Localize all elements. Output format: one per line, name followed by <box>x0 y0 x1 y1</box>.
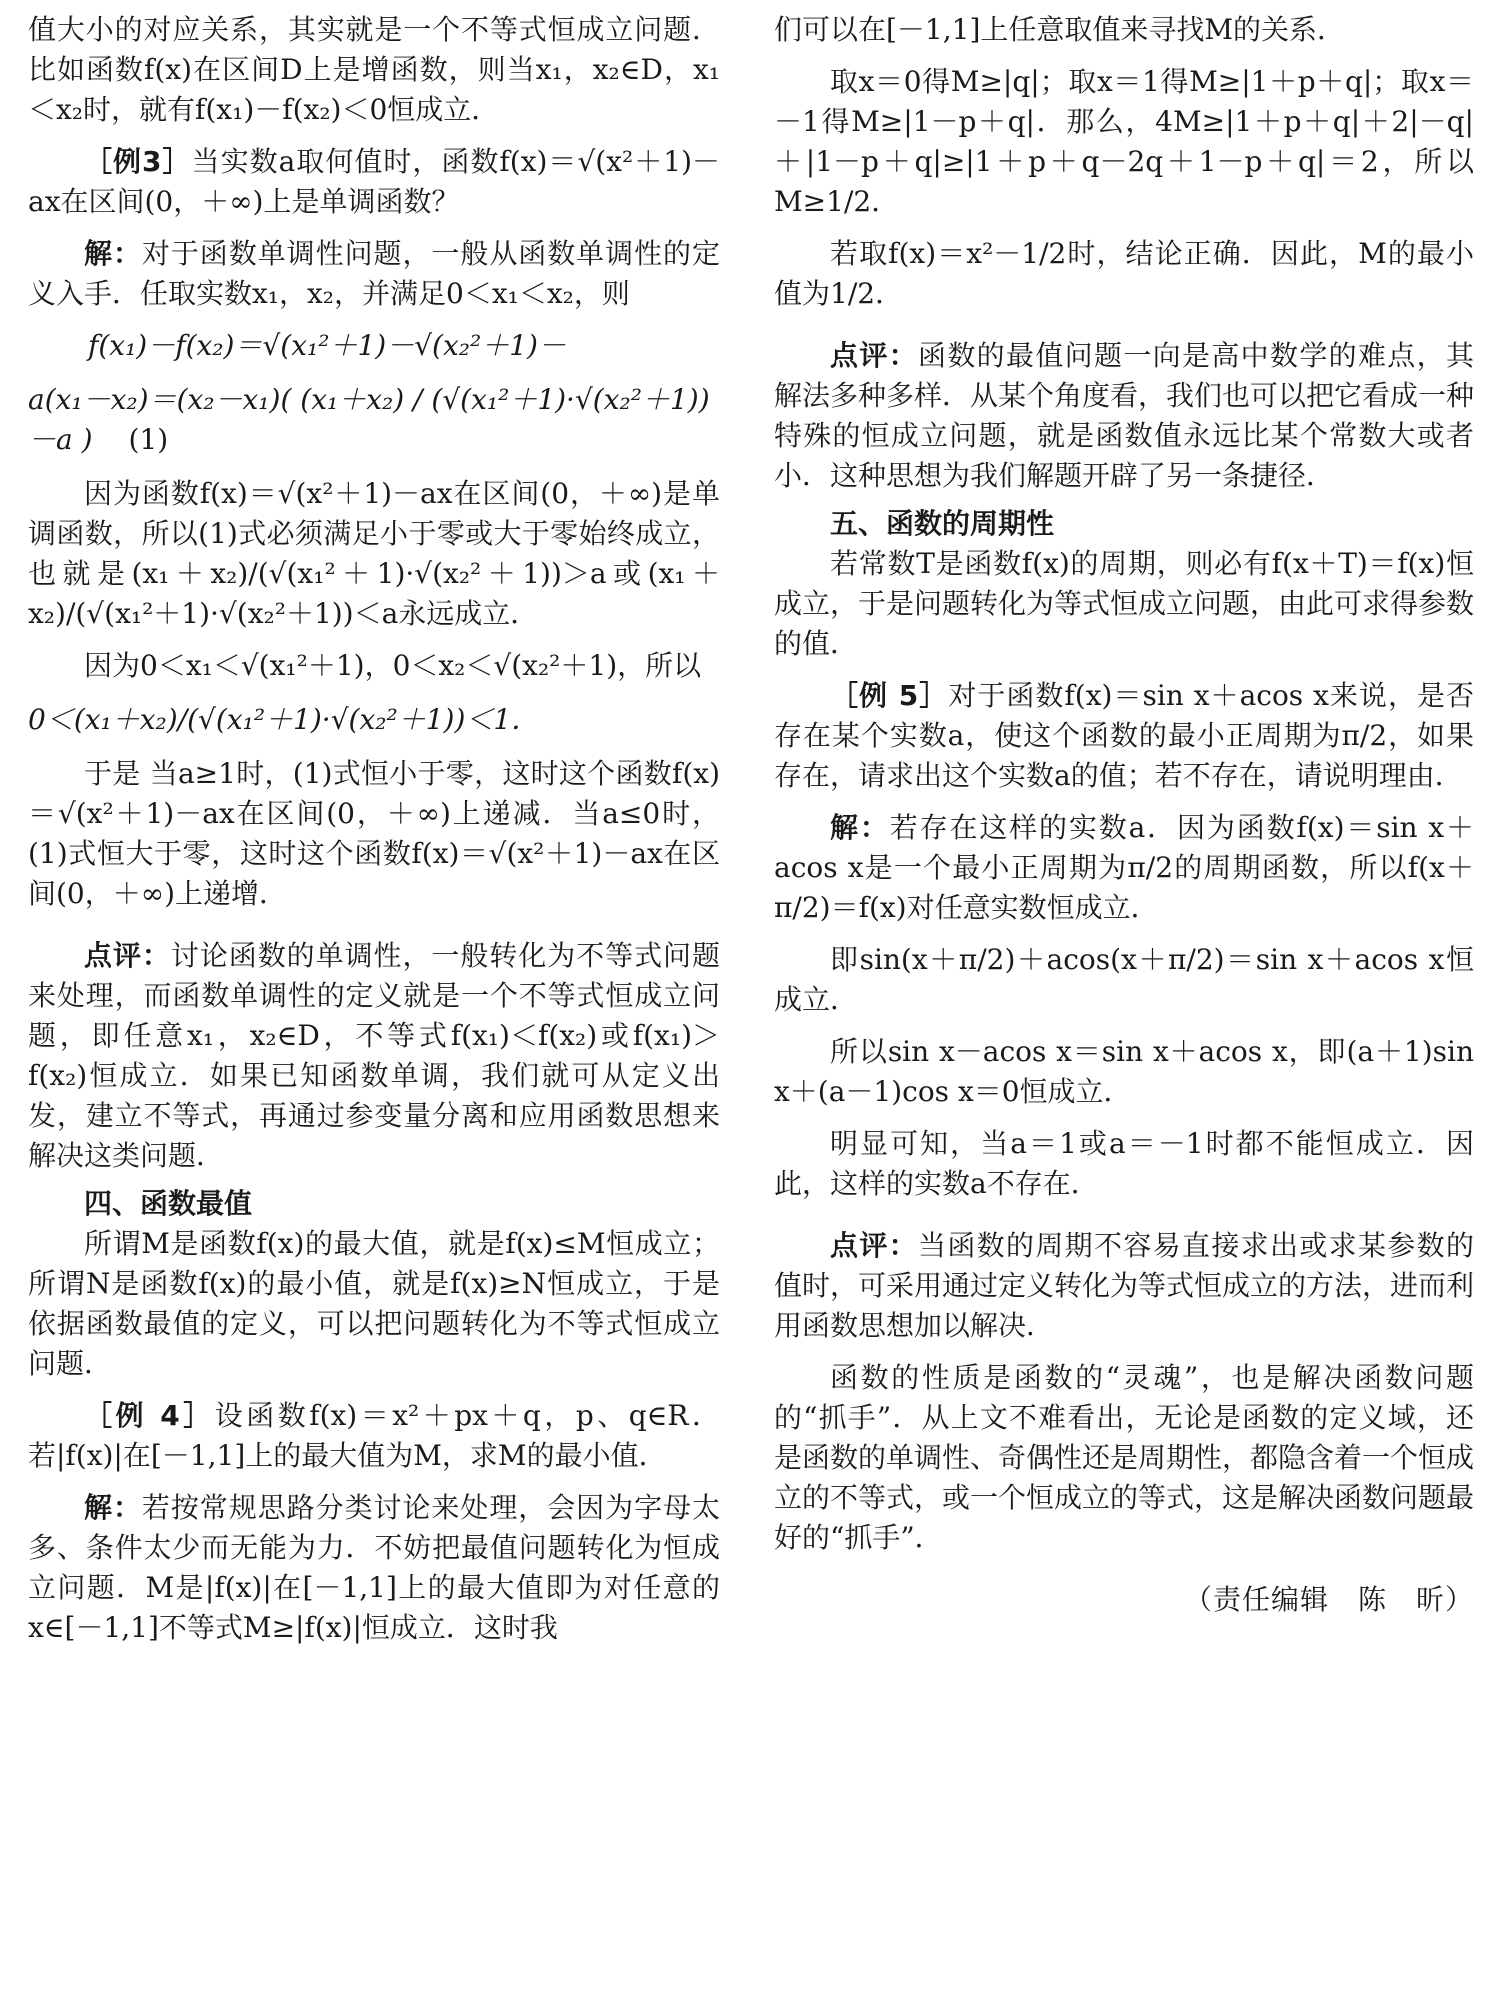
section-heading: 四、函数最值 <box>84 1187 253 1220</box>
remark-label: 点评： <box>84 939 171 972</box>
paragraph: 若常数T是函数f(x)的周期，则必有f(x＋T)＝f(x)恒成立，于是问题转化为等式恒成立问题，由此可求得参数的值． <box>774 547 1475 660</box>
remark-text: 当函数的周期不容易直接求出或求某参数的值时，可采用通过定义转化为等式恒成立的方法，进而利用函数思想加以解决． <box>774 1229 1475 1342</box>
example-text: 对于函数f(x)＝sin x＋acos x来说，是否存在某个实数a，使这个函数的最小正周期为π/2，如果存在，请求出这个实数a的值；若不存在，请说明理由． <box>774 679 1474 792</box>
solution-label: 解： <box>84 237 142 270</box>
solution-text: 对于函数单调性问题，一般从函数单调性的定义入手．任取实数x₁，x₂，并满足0＜x₁＜x₂，则 <box>28 237 720 310</box>
example-label: ［例 5］ <box>830 679 949 712</box>
example-label: ［例3］ <box>84 145 192 178</box>
solution-4 <box>28 1488 720 1648</box>
equation-1-text: a(x₁－x₂)＝(x₂－x₁)( (x₁＋x₂) / (√(x₁²＋1)·√(x₂²＋1)) －a ) <box>28 383 710 456</box>
paragraph: 若取f(x)＝x²－1/2时，结论正确．因此，M的最小值为1/2． <box>774 237 1474 310</box>
solution-text: 若按常规思路分类讨论来处理，会因为字母太多、条件太少而无能为力．不妨把最值问题转化为恒成立问题．M是|f(x)|在[－1,1]上的最大值即为对任意的x∈[－1,1]不等式M≥|f(x)|恒成立．这时我 <box>28 1491 720 1644</box>
equation-number: (1) <box>128 423 169 456</box>
equation-1-line-2 <box>28 380 720 460</box>
paragraph: 于是 当a≥1时，(1)式恒小于零，这时这个函数f(x)＝√(x²＋1)－ax在区间(0，＋∞)上递减．当a≤0时，(1)式恒大于零，这时这个函数f(x)＝√(x²＋1)－ax在区间(0，＋∞)上递增． <box>28 757 720 910</box>
left-column <box>28 10 720 1648</box>
right-column <box>774 10 1474 1620</box>
remark-text: 函数的最值问题一向是高中数学的难点，其解法多种多样．从某个角度看，我们也可以把它看成一种特殊的恒成立问题，就是函数值永远比某个常数大或者小．这种思想为我们解题开辟了另一条捷径． <box>774 339 1475 492</box>
paragraph: 所以sin x－acos x＝sin x＋acos x，即(a＋1)sin x＋(a－1)cos x＝0恒成立． <box>774 1035 1474 1108</box>
editor-credit: （责任编辑 陈 昕） <box>1183 1583 1474 1616</box>
remark-5 <box>774 1226 1474 1346</box>
paragraph: 所谓M是函数f(x)的最大值，就是f(x)≤M恒成立；所谓N是函数f(x)的最小值，就是f(x)≥N恒成立，于是依据函数最值的定义，可以把问题转化为不等式恒成立问题． <box>28 1227 720 1380</box>
section-heading: 五、函数的周期性 <box>830 507 1055 540</box>
paragraph: 函数的性质是函数的“灵魂”，也是解决函数问题的“抓手”．从上文不难看出，无论是函数的定义域，还是函数的单调性、奇偶性还是周期性，都隐含着一个恒成立的不等式，或一个恒成立的等式，这是解决函数问题最好的“抓手”． <box>774 1361 1475 1554</box>
remark-3 <box>28 936 720 1176</box>
paragraph: 值大小的对应关系，其实就是一个不等式恒成立问题．比如函数f(x)在区间D上是增函数，则当x₁，x₂∈D，x₁＜x₂时，就有f(x₁)－f(x₂)＜0恒成立． <box>28 13 720 126</box>
paragraph: 即sin(x＋π/2)＋acos(x＋π/2)＝sin x＋acos x恒成立． <box>774 943 1474 1016</box>
example-4 <box>28 1396 720 1476</box>
equation-1-line-1: f(x₁)－f(x₂)＝√(x₁²＋1)－√(x₂²＋1)－ <box>88 329 566 362</box>
example-label: ［例 4］ <box>84 1399 215 1432</box>
paragraph: 因为函数f(x)＝√(x²＋1)－ax在区间(0，＋∞)是单调函数，所以(1)式必须满足小于零或大于零始终成立，也就是(x₁＋x₂)/(√(x₁²＋1)·√(x₂²＋1))＞a或(x₁＋x₂)/(√(x₁²＋1)·√(x₂²＋1))＜a永远成立． <box>28 477 720 630</box>
solution-label: 解： <box>84 1491 142 1524</box>
paragraph: 因为0＜x₁＜√(x₁²＋1)，0＜x₂＜√(x₂²＋1)，所以 <box>84 649 702 682</box>
example-3 <box>28 142 720 222</box>
equation-2: 0＜(x₁＋x₂)/(√(x₁²＋1)·√(x₂²＋1))＜1． <box>28 703 540 736</box>
solution-text: 若存在这样的实数a．因为函数f(x)＝sin x＋acos x是一个最小正周期为π/2的周期函数，所以f(x＋π/2)＝f(x)对任意实数恒成立． <box>774 811 1474 924</box>
solution-label: 解： <box>830 811 890 844</box>
paragraph: 明显可知，当a＝1或a＝－1时都不能恒成立．因此，这样的实数a不存在． <box>774 1127 1474 1200</box>
paragraph: 们可以在[－1,1]上任意取值来寻找M的关系． <box>774 13 1346 46</box>
solution-5 <box>774 808 1474 928</box>
remark-4 <box>774 336 1474 496</box>
remark-label: 点评： <box>830 339 918 372</box>
remark-label: 点评： <box>830 1229 918 1262</box>
example-text: 设函数f(x)＝x²＋px＋q，p、q∈R．若|f(x)|在[－1,1]上的最大值为M，求M的最小值． <box>28 1399 720 1472</box>
remark-text: 讨论函数的单调性，一般转化为不等式问题来处理，而函数单调性的定义就是一个不等式恒成立问题，即任意x₁，x₂∈D，不等式f(x₁)＜f(x₂)或f(x₁)＞f(x₂)恒成立．如果已知函数单调，我们就可从定义出发，建立不等式，再通过参变量分离和应用函数思想来解决这类问题． <box>28 939 720 1172</box>
solution-3 <box>28 234 720 314</box>
example-5 <box>774 676 1474 796</box>
paragraph: 取x＝0得M≥|q|；取x＝1得M≥|1＋p＋q|；取x＝－1得M≥|1－p＋q|．那么，4M≥|1＋p＋q|＋2|－q|＋|1－p＋q|≥|1＋p＋q－2q＋1－p＋q|＝2，所以M≥1/2． <box>774 65 1474 218</box>
example-text: 当实数a取何值时，函数f(x)＝√(x²＋1)－ax在区间(0，＋∞)上是单调函数？ <box>28 145 720 218</box>
